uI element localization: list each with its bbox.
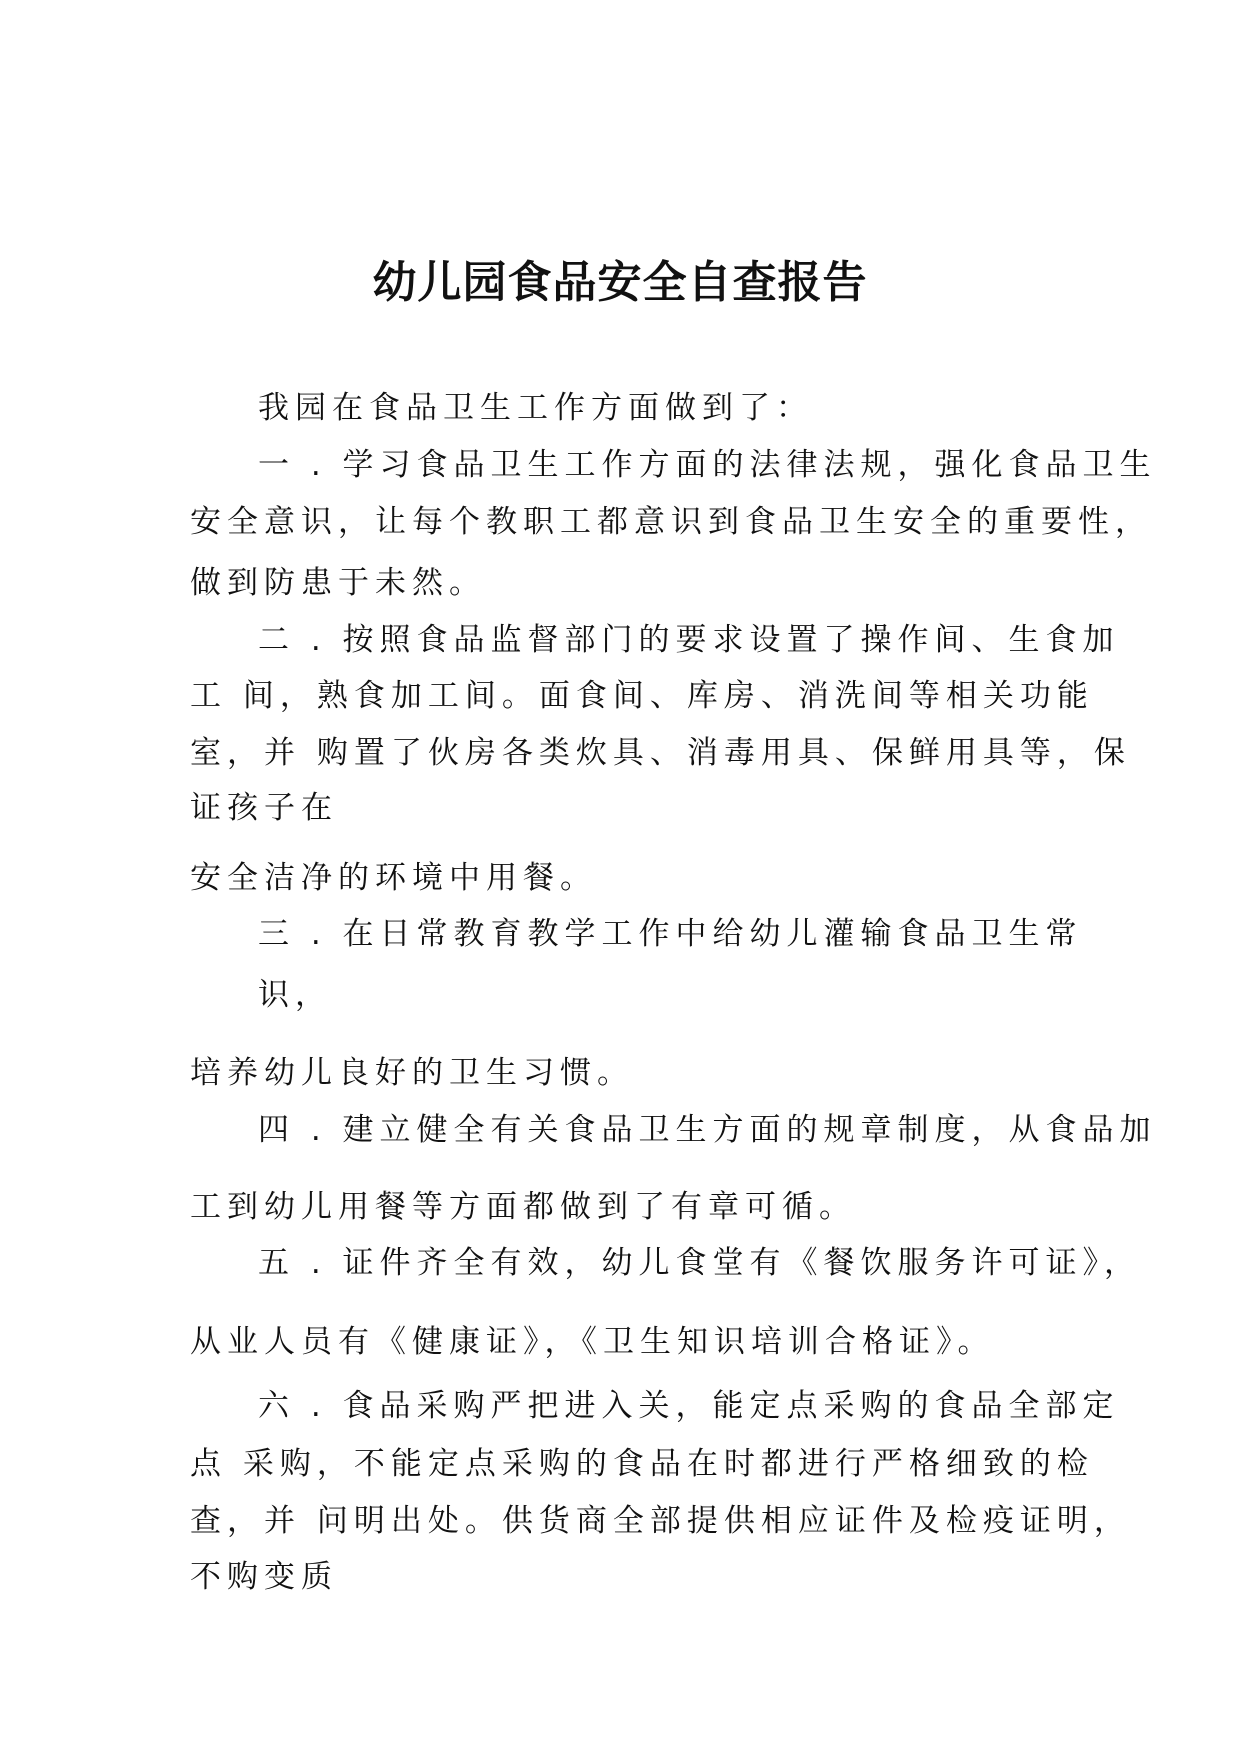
paragraph-line: 点 采购，不能定点采购的食品在时都进行严格细致的检 bbox=[190, 1446, 1094, 1482]
paragraph-line: 不购变质 bbox=[190, 1559, 338, 1595]
document-title: 幼儿园食品安全自查报告 bbox=[372, 257, 868, 308]
paragraph-line: 工到幼儿用餐等方面都做到了有章可循。 bbox=[190, 1189, 856, 1225]
paragraph-line: 三 . 在日常教育教学工作中给幼儿灌输食品卫生常 bbox=[258, 916, 1083, 952]
paragraph-line: 证孩子在 bbox=[190, 790, 338, 826]
paragraph-line: 我园在食品卫生工作方面做到了： bbox=[258, 390, 813, 426]
paragraph-line: 工 间，熟食加工间。面食间、库房、消洗间等相关功能 bbox=[190, 678, 1094, 714]
paragraph-line: 二 . 按照食品监督部门的要求设置了操作间、生食加 bbox=[258, 622, 1120, 658]
paragraph-line: 查，并 问明出处。供货商全部提供相应证件及检疫证明， bbox=[190, 1503, 1131, 1539]
paragraph-line: 识， bbox=[258, 977, 332, 1013]
paragraph-line: 六 . 食品采购严把进入关，能定点采购的食品全部定 bbox=[258, 1388, 1120, 1424]
paragraph-line: 培养幼儿良好的卫生习惯。 bbox=[190, 1055, 634, 1091]
paragraph-line: 五 . 证件齐全有效，幼儿食堂有《餐饮服务许可证》， bbox=[258, 1245, 1142, 1281]
paragraph-line: 做到防患于未然。 bbox=[190, 565, 486, 601]
paragraph-line: 从业人员有《健康证》，《卫生知识培训合格证》。 bbox=[190, 1324, 995, 1360]
paragraph-line: 安全意识，让每个教职工都意识到食品卫生安全的重要性， bbox=[190, 504, 1152, 540]
paragraph-line: 一 . 学习食品卫生工作方面的法律法规，强化食品卫生 bbox=[258, 447, 1157, 483]
paragraph-line: 四 . 建立健全有关食品卫生方面的规章制度，从食品加 bbox=[258, 1112, 1157, 1148]
paragraph-line: 安全洁净的环境中用餐。 bbox=[190, 860, 597, 896]
paragraph-line: 室，并 购置了伙房各类炊具、消毒用具、保鲜用具等，保 bbox=[190, 735, 1131, 771]
